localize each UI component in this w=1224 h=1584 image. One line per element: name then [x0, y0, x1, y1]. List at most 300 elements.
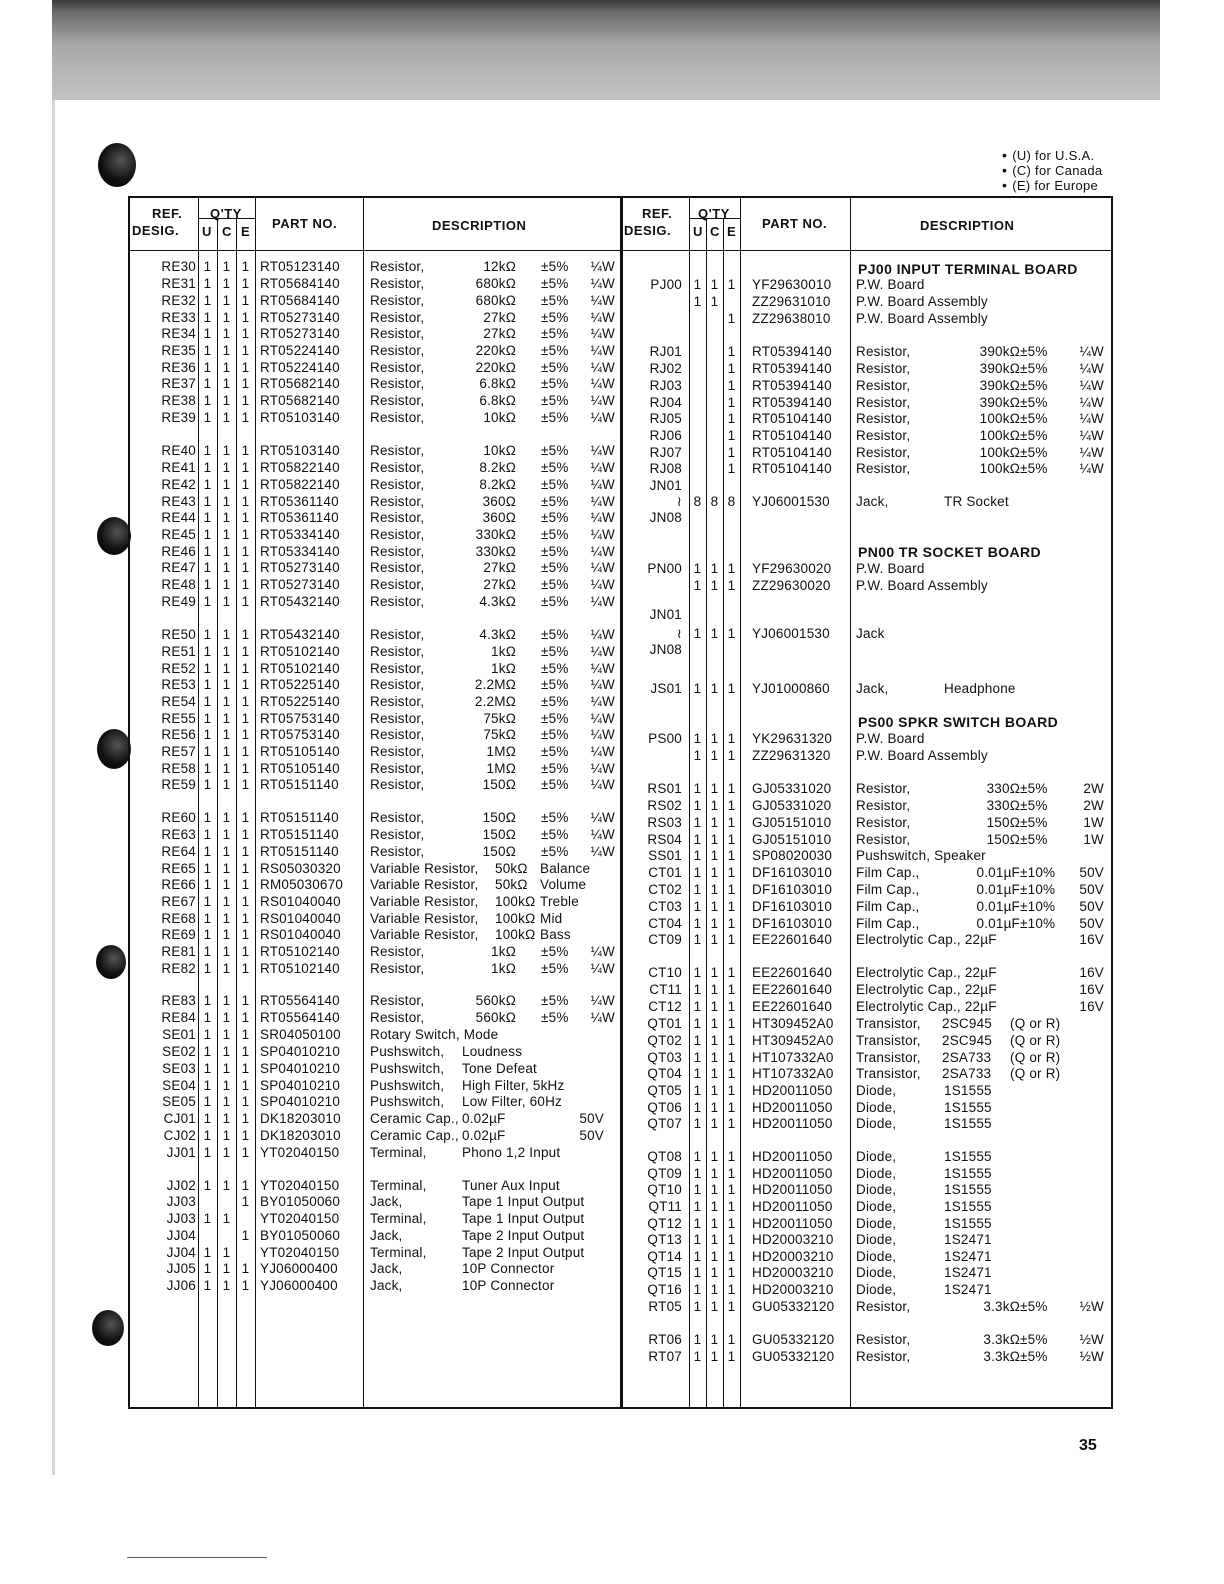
tolerance: ±5% — [1020, 1349, 1048, 1364]
description-note: 1S2471 — [944, 1232, 992, 1247]
part-number: DK18203010 — [260, 1128, 341, 1143]
part-number: ZZ29638010 — [752, 311, 831, 326]
header-u: U — [693, 224, 703, 239]
qty-c: 1 — [222, 810, 231, 825]
rating: ¼W — [1079, 395, 1104, 410]
rating: ¼W — [590, 544, 615, 559]
qty-c: 1 — [222, 711, 231, 726]
qty-e: 1 — [241, 861, 250, 876]
ref-designator: RE64 — [161, 844, 196, 859]
qty-e: 1 — [241, 460, 250, 475]
part-number: RT05151140 — [260, 777, 339, 792]
value: 390kΩ — [979, 395, 1020, 410]
ref-designator: RE84 — [161, 1010, 196, 1025]
qty-u: 1 — [203, 777, 212, 792]
qty-c: 1 — [222, 844, 231, 859]
ref-designator: JN01 — [649, 607, 682, 622]
qty-c: 1 — [222, 477, 231, 492]
qty-e: 1 — [241, 293, 250, 308]
value: 560kΩ — [475, 993, 516, 1008]
ref-designator: RJ08 — [649, 461, 682, 476]
description: Jack, — [370, 1228, 403, 1243]
description: Resistor, — [370, 744, 425, 759]
qty-u: 1 — [203, 1178, 212, 1193]
tolerance: ±5% — [541, 259, 569, 274]
qty-e: 1 — [727, 1100, 736, 1115]
qty-e: 1 — [241, 1261, 250, 1276]
description: Resistor, — [856, 445, 911, 460]
qty-e: 1 — [727, 1199, 736, 1214]
function: Mid — [540, 911, 563, 926]
qty-e: 1 — [727, 1016, 736, 1031]
qty-c: 1 — [710, 1299, 719, 1314]
description-note: Tone Defeat — [462, 1061, 537, 1076]
part-number: RT05753140 — [260, 711, 340, 726]
ref-designator: JJ02 — [166, 1178, 196, 1193]
value: 100kΩ — [495, 911, 536, 926]
ref-designator: RE54 — [161, 694, 196, 709]
value: 150Ω — [482, 844, 516, 859]
rating: 2W — [1083, 781, 1104, 796]
ref-designator: RE68 — [161, 911, 196, 926]
qty-u: 1 — [693, 882, 702, 897]
part-number: YJ01000860 — [752, 681, 830, 696]
ref-designator: RE57 — [161, 744, 196, 759]
tolerance: ±5% — [541, 460, 569, 475]
qty-u: 1 — [693, 561, 702, 576]
qty-e: 1 — [727, 578, 736, 593]
description: Ceramic Cap., — [370, 1128, 459, 1143]
ref-designator: ≀ — [676, 494, 682, 509]
qty-e: 1 — [241, 360, 250, 375]
rating: ¼W — [590, 993, 615, 1008]
qty-u: 1 — [203, 1278, 212, 1293]
ref-designator: QT11 — [648, 1199, 682, 1214]
value: 6.8kΩ — [479, 393, 516, 408]
part-number: RT05684140 — [260, 293, 340, 308]
value: 680kΩ — [475, 293, 516, 308]
description: Resistor, — [856, 378, 911, 393]
qty-e: 1 — [241, 827, 250, 842]
description: Electrolytic Cap., 22µF — [856, 965, 997, 980]
qty-e: 1 — [727, 999, 736, 1014]
part-number: DF16103010 — [752, 882, 833, 897]
qty-c: 1 — [710, 1050, 719, 1065]
part-number: GU05332120 — [752, 1349, 835, 1364]
qty-e: 1 — [241, 510, 250, 525]
legend-usa: • (U) for U.S.A. — [1002, 148, 1102, 163]
rating: ¼W — [590, 944, 615, 959]
qty-c: 1 — [222, 993, 231, 1008]
qty-u: 1 — [203, 727, 212, 742]
tolerance: ±10% — [1020, 916, 1056, 931]
part-number: GJ05151010 — [752, 815, 832, 830]
rating: 50V — [1079, 899, 1104, 914]
qty-u: 8 — [693, 494, 702, 509]
description: P.W. Board — [856, 277, 925, 292]
part-number: EE22601640 — [752, 999, 833, 1014]
part-number: RT05103140 — [260, 410, 340, 425]
qty-c: 1 — [222, 393, 231, 408]
rating: ¼W — [590, 343, 615, 358]
rating: ¼W — [590, 293, 615, 308]
description-note: 2SA733 — [942, 1066, 992, 1081]
qty-c: 1 — [222, 276, 231, 291]
header-desig: DESIG. — [132, 223, 180, 238]
qty-u: 1 — [203, 410, 212, 425]
qty-c: 1 — [710, 1016, 719, 1031]
part-number: RT05394140 — [752, 344, 832, 359]
value: 27kΩ — [483, 326, 516, 341]
tolerance: ±5% — [541, 376, 569, 391]
qty-c: 1 — [710, 932, 719, 947]
qty-u: 1 — [203, 544, 212, 559]
qty-u: 1 — [203, 293, 212, 308]
qty-c: 1 — [710, 561, 719, 576]
part-number: ZZ29630020 — [752, 578, 831, 593]
qty-u: 1 — [693, 1116, 702, 1131]
scan-top-band — [52, 0, 1160, 100]
parts-table-left — [128, 196, 623, 1409]
qty-u: 1 — [203, 393, 212, 408]
part-number: HD20003210 — [752, 1232, 834, 1247]
part-number: HT309452A0 — [752, 1016, 834, 1031]
tolerance: ±5% — [541, 494, 569, 509]
qty-c: 1 — [222, 410, 231, 425]
qty-u: 1 — [203, 594, 212, 609]
qty-c: 1 — [222, 343, 231, 358]
ref-designator: RE36 — [161, 360, 196, 375]
qty-u: 1 — [693, 1033, 702, 1048]
part-number: RT05361140 — [260, 494, 339, 509]
ref-designator: RE48 — [161, 577, 196, 592]
description: Terminal, — [370, 1211, 427, 1226]
part-number: SP08020030 — [752, 848, 833, 863]
part-number: RT05564140 — [260, 1010, 340, 1025]
description: P.W. Board Assembly — [856, 578, 988, 593]
description: Resistor, — [370, 777, 425, 792]
part-number: RM05030670 — [260, 877, 344, 892]
tolerance: ±5% — [541, 993, 569, 1008]
qty-e: 1 — [727, 748, 736, 763]
part-number: RT05102140 — [260, 961, 340, 976]
ref-designator: RE49 — [161, 594, 196, 609]
value: 27kΩ — [483, 560, 516, 575]
rating: ¼W — [590, 627, 615, 642]
qty-u: 1 — [203, 944, 212, 959]
qty-e: 1 — [241, 1078, 250, 1093]
description-note: 1S1555 — [944, 1199, 992, 1214]
value: 3.3kΩ — [983, 1299, 1020, 1314]
description: Resistor, — [370, 993, 425, 1008]
qty-c: 1 — [222, 627, 231, 642]
qty-e: 1 — [241, 993, 250, 1008]
part-number: RT05273140 — [260, 577, 340, 592]
qty-e: 1 — [241, 1145, 250, 1160]
binder-hole-4 — [96, 945, 126, 979]
ref-designator: RE35 — [161, 343, 196, 358]
description: Jack, — [370, 1278, 403, 1293]
part-number: YJ06000400 — [260, 1278, 338, 1293]
qty-u: 1 — [203, 560, 212, 575]
part-number: YJ06001530 — [752, 626, 830, 641]
part-number: RT05103140 — [260, 443, 340, 458]
qty-e: 1 — [241, 527, 250, 542]
qty-c: 1 — [222, 1128, 231, 1143]
header-e: E — [727, 224, 737, 239]
value: 360Ω — [482, 510, 516, 525]
tolerance: ±5% — [541, 443, 569, 458]
description: Diode, — [856, 1166, 897, 1181]
description: Resistor, — [370, 627, 425, 642]
part-number: YK29631320 — [752, 731, 833, 746]
header-description: DESCRIPTION — [432, 218, 527, 233]
ref-designator: QT04 — [647, 1066, 682, 1081]
part-number: YT02040150 — [260, 1145, 340, 1160]
value: 27kΩ — [483, 577, 516, 592]
ref-designator: RE32 — [161, 293, 196, 308]
tolerance: ±5% — [541, 293, 569, 308]
description: Resistor, — [370, 410, 425, 425]
qty-u: 1 — [693, 798, 702, 813]
ref-designator: RE58 — [161, 761, 196, 776]
part-number: RS01040040 — [260, 894, 341, 909]
qty-u: 1 — [203, 477, 212, 492]
rating: ¼W — [590, 694, 615, 709]
qty-c: 1 — [222, 727, 231, 742]
rating: ¼W — [1079, 411, 1104, 426]
qty-c: 1 — [222, 644, 231, 659]
rating: ¼W — [590, 310, 615, 325]
rating: 1W — [1083, 832, 1104, 847]
ref-designator: RE44 — [161, 510, 196, 525]
rating: ¼W — [1079, 445, 1104, 460]
description-note: 1S1555 — [944, 1166, 992, 1181]
description: Pushswitch, Speaker — [856, 848, 986, 863]
qty-c: 1 — [710, 1349, 719, 1364]
qty-e: 1 — [727, 1033, 736, 1048]
qty-c: 1 — [222, 944, 231, 959]
qty-e: 1 — [727, 411, 736, 426]
qty-u: 1 — [203, 911, 212, 926]
rating: 16V — [1079, 965, 1104, 980]
tolerance: ±5% — [1020, 361, 1048, 376]
qty-u: 1 — [203, 894, 212, 909]
ref-designator: RE63 — [161, 827, 196, 842]
part-number: RT05105140 — [260, 761, 340, 776]
description: Jack — [856, 626, 885, 641]
rating: ¼W — [590, 259, 615, 274]
qty-c: 1 — [710, 1182, 719, 1197]
qty-c: 1 — [222, 1044, 231, 1059]
rating: ¼W — [590, 326, 615, 341]
description: Pushswitch, — [370, 1061, 445, 1076]
qty-u: 1 — [203, 711, 212, 726]
value: 330Ω — [986, 798, 1020, 813]
qty-c: 1 — [222, 259, 231, 274]
ref-designator: QT13 — [647, 1232, 682, 1247]
part-number: ZZ29631320 — [752, 748, 831, 763]
ref-designator: SE05 — [162, 1094, 196, 1109]
qty-u: 1 — [693, 865, 702, 880]
binder-hole-5 — [92, 1310, 124, 1346]
description: Resistor, — [370, 259, 425, 274]
qty-c: 1 — [222, 544, 231, 559]
qty-c: 1 — [710, 1100, 719, 1115]
ref-designator: JN08 — [649, 642, 682, 657]
header-qty: Q'TY — [210, 206, 242, 221]
qty-u: 1 — [203, 661, 212, 676]
description: Diode, — [856, 1149, 897, 1164]
value: 3.3kΩ — [983, 1332, 1020, 1347]
qty-c: 1 — [222, 927, 231, 942]
qty-c: 1 — [710, 1166, 719, 1181]
part-number: YF29630010 — [752, 277, 832, 292]
parts-table-right — [620, 196, 1113, 1409]
qty-c: 8 — [710, 494, 719, 509]
qty-e: 1 — [241, 259, 250, 274]
description: Variable Resistor, — [370, 911, 479, 926]
ref-designator: QT03 — [647, 1050, 682, 1065]
description: Diode, — [856, 1199, 897, 1214]
qty-c: 1 — [710, 1149, 719, 1164]
value: 1MΩ — [486, 761, 516, 776]
value: 0.01µF — [976, 916, 1020, 931]
tolerance: ±5% — [1020, 781, 1048, 796]
qty-u: 1 — [203, 877, 212, 892]
qty-e: 1 — [727, 731, 736, 746]
value: 50kΩ — [495, 861, 528, 876]
description: Resistor, — [370, 293, 425, 308]
qty-u: 1 — [693, 731, 702, 746]
part-number: RT05105140 — [260, 744, 340, 759]
ref-designator: QT02 — [647, 1033, 682, 1048]
tolerance: ±5% — [541, 711, 569, 726]
ref-designator: JN08 — [649, 510, 682, 525]
part-number: HT107332A0 — [752, 1050, 834, 1065]
function: Balance — [540, 861, 591, 876]
rating: ¼W — [590, 510, 615, 525]
qty-u: 1 — [693, 1050, 702, 1065]
rating: ½W — [1079, 1299, 1104, 1314]
part-number: YJ06000400 — [260, 1261, 338, 1276]
description-note: Low Filter, 60Hz — [462, 1094, 562, 1109]
qty-c: 1 — [710, 578, 719, 593]
qty-u: 1 — [693, 1332, 702, 1347]
ref-designator: JJ06 — [166, 1278, 196, 1293]
qty-e: 1 — [241, 410, 250, 425]
ref-designator: CT09 — [648, 932, 682, 947]
description: Resistor, — [370, 343, 425, 358]
qty-c: 1 — [222, 510, 231, 525]
qty-c: 1 — [222, 1078, 231, 1093]
value: 330kΩ — [475, 527, 516, 542]
qty-c: 1 — [222, 877, 231, 892]
description: Resistor, — [856, 1299, 911, 1314]
description: Resistor, — [856, 832, 911, 847]
tolerance: ±5% — [541, 944, 569, 959]
part-number: YT02040150 — [260, 1211, 340, 1226]
description: Resistor, — [856, 411, 911, 426]
description: Diode, — [856, 1282, 897, 1297]
binder-hole-1 — [98, 143, 136, 187]
description: Resistor, — [370, 711, 425, 726]
value: 390kΩ — [979, 344, 1020, 359]
qty-u: 1 — [203, 276, 212, 291]
description: Resistor, — [370, 460, 425, 475]
part-number: RT05225140 — [260, 694, 340, 709]
tolerance: ±5% — [541, 644, 569, 659]
ref-designator: CT12 — [648, 999, 682, 1014]
tolerance: ±5% — [541, 844, 569, 859]
rating: ¼W — [590, 360, 615, 375]
ref-designator: SE03 — [162, 1061, 196, 1076]
description: Diode, — [856, 1116, 897, 1131]
qty-c: 1 — [710, 1332, 719, 1347]
part-number: RT05224140 — [260, 343, 340, 358]
description-note: Headphone — [944, 681, 1016, 696]
qty-e: 1 — [727, 1282, 736, 1297]
qty-u: 1 — [693, 681, 702, 696]
qty-c: 1 — [710, 982, 719, 997]
qty-u: 1 — [203, 460, 212, 475]
ref-designator: RE50 — [161, 627, 196, 642]
description-note: 1S2471 — [944, 1282, 992, 1297]
qty-u: 1 — [693, 578, 702, 593]
part-number: GJ05331020 — [752, 781, 832, 796]
ref-designator: RE43 — [161, 494, 196, 509]
rating: ¼W — [1079, 461, 1104, 476]
qty-u: 1 — [693, 1066, 702, 1081]
rating: ¼W — [590, 711, 615, 726]
description: Resistor, — [370, 477, 425, 492]
value: 8.2kΩ — [479, 477, 516, 492]
value: 150Ω — [482, 777, 516, 792]
part-number: RT05361140 — [260, 510, 339, 525]
description-note: 1S1555 — [944, 1116, 992, 1131]
description: Transistor, — [856, 1050, 921, 1065]
part-number: EE22601640 — [752, 982, 833, 997]
description: Diode, — [856, 1249, 897, 1264]
rating: ¼W — [590, 844, 615, 859]
qty-u: 1 — [693, 1216, 702, 1231]
value: 4.3kΩ — [479, 594, 516, 609]
value: 50kΩ — [495, 877, 528, 892]
qty-u: 1 — [693, 965, 702, 980]
ref-designator: QT07 — [647, 1116, 682, 1131]
qty-e: 1 — [727, 1166, 736, 1181]
qty-c: 1 — [710, 1265, 719, 1280]
description-note: 10P Connector — [462, 1261, 555, 1276]
qty-c: 1 — [222, 1061, 231, 1076]
qty-e: 1 — [727, 1349, 736, 1364]
qty-u: 1 — [203, 1094, 212, 1109]
header-c: C — [710, 224, 720, 239]
qty-e: 1 — [241, 961, 250, 976]
ref-designator: JJ03 — [166, 1194, 196, 1209]
qty-c: 1 — [222, 443, 231, 458]
qty-e: 1 — [241, 694, 250, 709]
description: Film Cap., — [856, 899, 920, 914]
description: Diode, — [856, 1100, 897, 1115]
part-number: YF29630020 — [752, 561, 832, 576]
tolerance: ±5% — [541, 777, 569, 792]
qty-u: 1 — [693, 1149, 702, 1164]
ref-designator: JJ03 — [166, 1211, 196, 1226]
tolerance: ±5% — [541, 661, 569, 676]
value: 75kΩ — [483, 727, 516, 742]
tolerance: ±5% — [541, 594, 569, 609]
